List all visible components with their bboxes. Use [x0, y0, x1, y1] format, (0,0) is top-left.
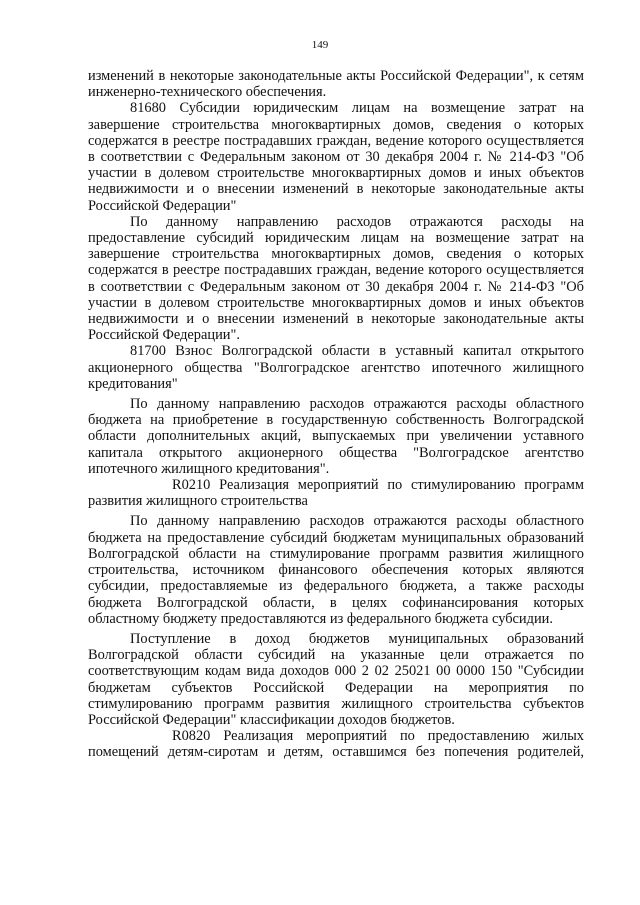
expense-code: R0820: [172, 728, 211, 745]
paragraph-9: [88, 728, 584, 760]
paragraph-9-text: Реализация мероприятий по предоставлению жилых помещений детям-сиротам и детям, оставшимся без попечения родителей,: [88, 728, 584, 761]
paragraph-5: По данному направлению расходов отражаются расходы областного бюджета на приобретение в государственную собственность Волгоградской области дополнительных акций, выпускаемых при увеличении уставного капитала открытого акционерного общества "Волгоградское агентство ипотечного жилищного кредитования".: [88, 396, 584, 477]
paragraph-4: 81700 Взнос Волгоградской области в уставный капитал открытого акционерного общества "Волгоградское агентство ипотечного жилищного кредитования": [88, 343, 584, 392]
paragraph-8: Поступление в доход бюджетов муниципальных образований Волгоградской области субсидий на указанные цели отражается по соответствующим кодам вида доходов 000 2 02 25021 00 0000 150 "Субсидии бюджетам субъектов Российской Федерации на мероприятия по стимулированию программ развития жилищного строительства субъектов Российской Федерации" классификации доходов бюджетов.: [88, 630, 584, 728]
page-number: 149: [311, 39, 329, 51]
document-body: [88, 68, 584, 761]
paragraph-3: По данному направлению расходов отражаются расходы на предоставление субсидий юридическим лицам на возмещение затрат на завершение строительства многоквартирных домов, сведения о которых содержатся в реестре пострадавших граждан, ведение которого осуществляется в соответствии с Федеральным законом от 30 декабря 2004 г. № 214-ФЗ "Об участии в долевом строительстве многоквартирных домов и иных объектов недвижимости и о внесении изменений в некоторые законодательные акты Российской Федерации".: [88, 213, 584, 344]
paragraph-6: [88, 477, 584, 509]
paragraph-2: 81680 Субсидии юридическим лицам на возмещение затрат на завершение строительства многоквартирных домов, сведения о которых содержатся в реестре пострадавших граждан, ведение которого осуществляется в соответствии с Федеральным законом от 30 декабря 2004 г. № 214-ФЗ "Об участии в долевом строительстве многоквартирных домов и иных объектов недвижимости и о внесении изменений в некоторые законодательные акты Российской Федерации": [88, 100, 584, 214]
paragraph-7: По данному направлению расходов отражаются расходы областного бюджета на предоставление субсидий бюджетам муниципальных образований Волгоградской области на стимулирование программ развития жилищного строительства, источником финансового обеспечения которых являются субсидии, предоставляемые из федерального бюджета, а также расходы бюджета Волгоградской области, в целях софинансирования которых областному бюджету предоставляются из федерального бюджета субсидии.: [88, 513, 584, 627]
paragraph-1: изменений в некоторые законодательные акты Российской Федерации", к сетям инженерно-технического обеспечения.: [88, 68, 584, 101]
paragraph-6-text: Реализация мероприятий по стимулированию программ развития жилищного строительства: [88, 477, 584, 510]
expense-code: R0210: [172, 477, 211, 494]
